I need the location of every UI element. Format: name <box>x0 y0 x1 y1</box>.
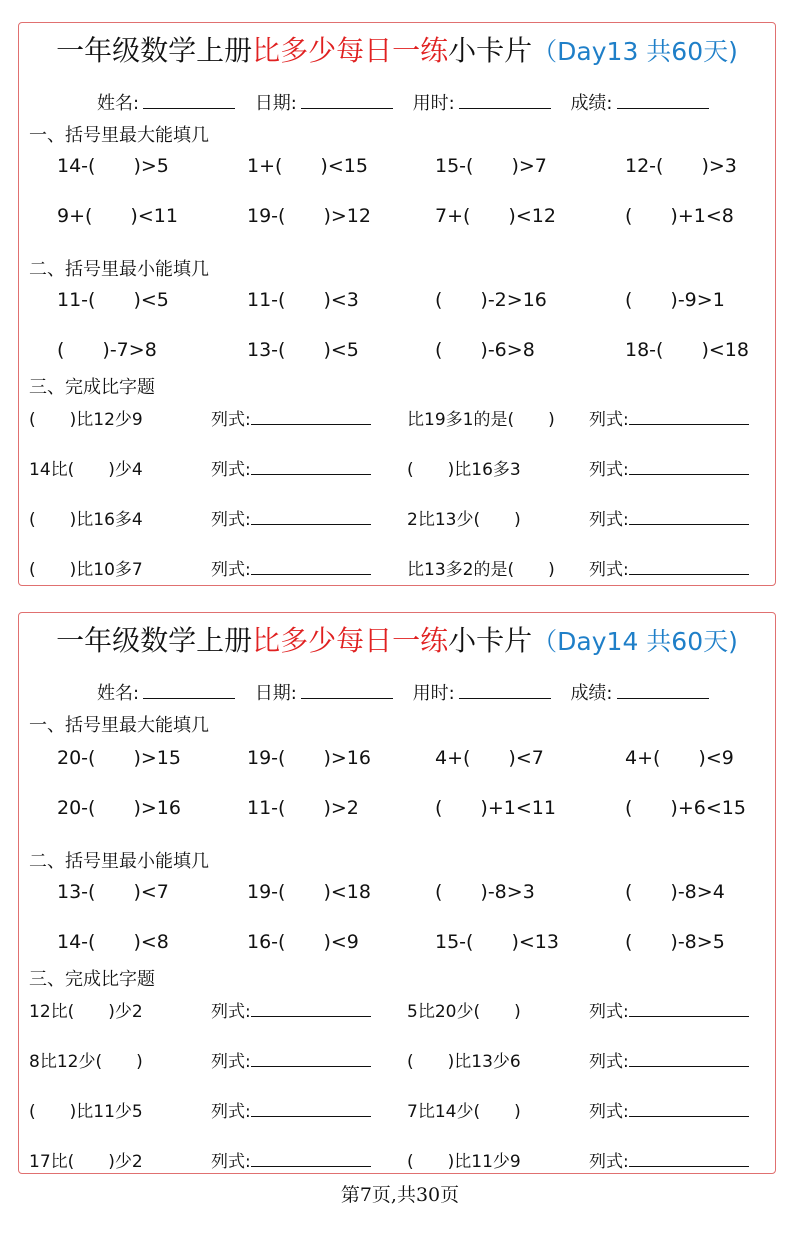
word-problem[interactable]: 比19多1的是( ) <box>407 410 555 430</box>
section-2-heading: 二、括号里最小能填几 <box>29 259 209 280</box>
word-problem-row <box>19 1147 775 1173</box>
time-blank[interactable] <box>459 92 551 109</box>
formula-label: 列式: <box>589 510 629 530</box>
problem-item[interactable]: 7+( )<12 <box>435 205 556 227</box>
formula-blank[interactable] <box>629 559 749 575</box>
formula-field[interactable] <box>589 1097 749 1122</box>
word-problem[interactable]: ( )比13少6 <box>407 1052 521 1072</box>
formula-field[interactable] <box>211 405 371 430</box>
section-3-heading: 三、完成比字题 <box>29 969 155 990</box>
formula-blank[interactable] <box>251 1051 371 1067</box>
section-2-heading: 二、括号里最小能填几 <box>29 851 209 872</box>
problem-item[interactable]: 19-( )<18 <box>247 881 371 903</box>
section-3-heading: 三、完成比字题 <box>29 377 155 398</box>
problem-item[interactable]: 18-( )<18 <box>625 339 749 361</box>
formula-blank[interactable] <box>629 509 749 525</box>
date-label: 日期: <box>254 93 297 114</box>
section-1-row <box>19 793 775 819</box>
formula-blank[interactable] <box>629 1101 749 1117</box>
section-1-row <box>19 201 775 227</box>
practice-card-day13 <box>18 22 776 586</box>
problem-item[interactable]: 9+( )<11 <box>57 205 178 227</box>
word-problem-row <box>19 1047 775 1073</box>
problem-item[interactable]: 13-( )<7 <box>57 881 169 903</box>
problem-item[interactable]: 11-( )<3 <box>247 289 359 311</box>
card-title <box>19 621 775 662</box>
formula-field[interactable] <box>589 997 749 1022</box>
score-field[interactable] <box>570 89 708 115</box>
word-problem[interactable]: 7比14少( ) <box>407 1102 521 1122</box>
title-day-counter: （Day14 共60天) <box>532 627 738 656</box>
formula-label: 列式: <box>589 1152 629 1172</box>
word-problem[interactable]: 12比( )少2 <box>29 1002 143 1022</box>
formula-blank[interactable] <box>629 1051 749 1067</box>
formula-label: 列式: <box>211 1102 251 1122</box>
problem-item[interactable]: ( )-9>1 <box>625 289 725 311</box>
word-problem[interactable]: 5比20少( ) <box>407 1002 521 1022</box>
formula-label: 列式: <box>211 460 251 480</box>
problem-item[interactable]: ( )-7>8 <box>57 339 157 361</box>
word-problem-row <box>19 455 775 481</box>
problem-item[interactable]: ( )-8>3 <box>435 881 535 903</box>
score-blank[interactable] <box>617 92 709 109</box>
formula-blank[interactable] <box>251 509 371 525</box>
problem-item[interactable]: 14-( )<8 <box>57 931 169 953</box>
section-1-row <box>19 151 775 177</box>
problem-item[interactable]: 15-( )>7 <box>435 155 547 177</box>
formula-field[interactable] <box>589 1047 749 1072</box>
formula-field[interactable] <box>589 405 749 430</box>
word-problem[interactable]: 比13多2的是( ) <box>407 560 555 580</box>
page-footer: 第7页,共30页 <box>340 1184 460 1206</box>
practice-card-day14 <box>18 612 776 1174</box>
problem-item[interactable]: ( )+6<15 <box>625 797 746 819</box>
formula-label: 列式: <box>211 1002 251 1022</box>
problem-item[interactable]: 11-( )<5 <box>57 289 169 311</box>
problem-item[interactable]: 4+( )<7 <box>435 747 544 769</box>
word-problem-row <box>19 1097 775 1123</box>
problem-item[interactable]: ( )-8>5 <box>625 931 725 953</box>
formula-label: 列式: <box>211 410 251 430</box>
formula-blank[interactable] <box>629 1001 749 1017</box>
name-blank[interactable] <box>143 92 235 109</box>
formula-blank[interactable] <box>629 1151 749 1167</box>
problem-item[interactable]: 19-( )>12 <box>247 205 371 227</box>
formula-blank[interactable] <box>251 559 371 575</box>
problem-item[interactable]: 16-( )<9 <box>247 931 359 953</box>
title-part-1: 一年级数学上册 <box>56 624 253 657</box>
formula-label: 列式: <box>211 1152 251 1172</box>
formula-field[interactable] <box>211 505 371 530</box>
title-day-counter: （Day13 共60天) <box>532 37 738 66</box>
formula-field[interactable] <box>589 1147 749 1172</box>
word-problem[interactable]: 2比13少( ) <box>407 510 521 530</box>
word-problem[interactable]: ( )比16多4 <box>29 510 143 530</box>
title-highlight: 比多少每日一练 <box>252 34 449 67</box>
formula-label: 列式: <box>211 560 251 580</box>
formula-label: 列式: <box>589 1002 629 1022</box>
section-2-row <box>19 335 775 361</box>
formula-field[interactable] <box>589 505 749 530</box>
problem-item[interactable]: ( )+1<8 <box>625 205 734 227</box>
title-part-2: 小卡片 <box>448 34 533 67</box>
problem-item[interactable]: 13-( )<5 <box>247 339 359 361</box>
problem-item[interactable]: 1+( )<15 <box>247 155 368 177</box>
word-problem-row <box>19 405 775 431</box>
card-title <box>19 31 775 72</box>
formula-label: 列式: <box>211 1052 251 1072</box>
title-highlight: 比多少每日一练 <box>252 624 449 657</box>
title-part-2: 小卡片 <box>448 624 533 657</box>
section-1-heading: 一、括号里最大能填几 <box>29 125 209 146</box>
word-problem[interactable]: 14比( )少4 <box>29 460 143 480</box>
date-label: 日期: <box>254 683 297 704</box>
formula-blank[interactable] <box>251 1001 371 1017</box>
name-field[interactable] <box>97 679 235 705</box>
time-field[interactable] <box>413 679 551 705</box>
formula-field[interactable] <box>211 1147 371 1172</box>
formula-field[interactable] <box>211 555 371 580</box>
score-field[interactable] <box>570 679 708 705</box>
time-label: 用时: <box>412 683 455 704</box>
formula-label: 列式: <box>211 510 251 530</box>
formula-blank[interactable] <box>251 1151 371 1167</box>
problem-item[interactable]: 12-( )>3 <box>625 155 737 177</box>
date-field[interactable] <box>255 89 393 115</box>
score-blank[interactable] <box>617 682 709 699</box>
student-info-row <box>97 89 723 115</box>
problem-item[interactable]: 20-( )>15 <box>57 747 181 769</box>
problem-item[interactable]: 19-( )>16 <box>247 747 371 769</box>
problem-item[interactable]: 14-( )>5 <box>57 155 169 177</box>
name-label: 姓名: <box>97 683 140 704</box>
name-blank[interactable] <box>143 682 235 699</box>
formula-field[interactable] <box>589 455 749 480</box>
date-blank[interactable] <box>301 92 393 109</box>
problem-item[interactable]: ( )-2>16 <box>435 289 547 311</box>
formula-blank[interactable] <box>251 459 371 475</box>
word-problem-row <box>19 997 775 1023</box>
section-1-row <box>19 743 775 769</box>
formula-label: 列式: <box>589 460 629 480</box>
problem-item[interactable]: 15-( )<13 <box>435 931 559 953</box>
word-problem[interactable]: ( )比10多7 <box>29 560 143 580</box>
formula-label: 列式: <box>589 1052 629 1072</box>
score-label: 成绩: <box>570 683 613 704</box>
problem-item[interactable]: ( )-8>4 <box>625 881 725 903</box>
name-label: 姓名: <box>97 93 140 114</box>
formula-field[interactable] <box>211 997 371 1022</box>
formula-label: 列式: <box>589 410 629 430</box>
time-field[interactable] <box>413 89 551 115</box>
problem-item[interactable]: ( )-6>8 <box>435 339 535 361</box>
word-problem-row <box>19 505 775 531</box>
section-2-row <box>19 285 775 311</box>
formula-field[interactable] <box>211 1047 371 1072</box>
word-problem-row <box>19 555 775 581</box>
problem-item[interactable]: 4+( )<9 <box>625 747 734 769</box>
problem-item[interactable]: 11-( )>2 <box>247 797 359 819</box>
formula-field[interactable] <box>211 455 371 480</box>
title-part-1: 一年级数学上册 <box>56 34 253 67</box>
section-1-heading: 一、括号里最大能填几 <box>29 715 209 736</box>
word-problem[interactable]: 8比12少( ) <box>29 1052 143 1072</box>
word-problem[interactable]: ( )比12少9 <box>29 410 143 430</box>
formula-blank[interactable] <box>251 1101 371 1117</box>
formula-blank[interactable] <box>629 409 749 425</box>
time-label: 用时: <box>412 93 455 114</box>
formula-field[interactable] <box>589 555 749 580</box>
formula-label: 列式: <box>589 1102 629 1122</box>
date-blank[interactable] <box>301 682 393 699</box>
formula-blank[interactable] <box>251 409 371 425</box>
student-info-row <box>97 679 723 705</box>
word-problem[interactable]: ( )比16多3 <box>407 460 521 480</box>
word-problem[interactable]: ( )比11少9 <box>407 1152 521 1172</box>
score-label: 成绩: <box>570 93 613 114</box>
problem-item[interactable]: 20-( )>16 <box>57 797 181 819</box>
word-problem[interactable]: ( )比11少5 <box>29 1102 143 1122</box>
time-blank[interactable] <box>459 682 551 699</box>
section-2-row <box>19 927 775 953</box>
word-problem[interactable]: 17比( )少2 <box>29 1152 143 1172</box>
formula-label: 列式: <box>589 560 629 580</box>
formula-blank[interactable] <box>629 459 749 475</box>
formula-field[interactable] <box>211 1097 371 1122</box>
problem-item[interactable]: ( )+1<11 <box>435 797 556 819</box>
name-field[interactable] <box>97 89 235 115</box>
section-2-row <box>19 877 775 903</box>
date-field[interactable] <box>255 679 393 705</box>
